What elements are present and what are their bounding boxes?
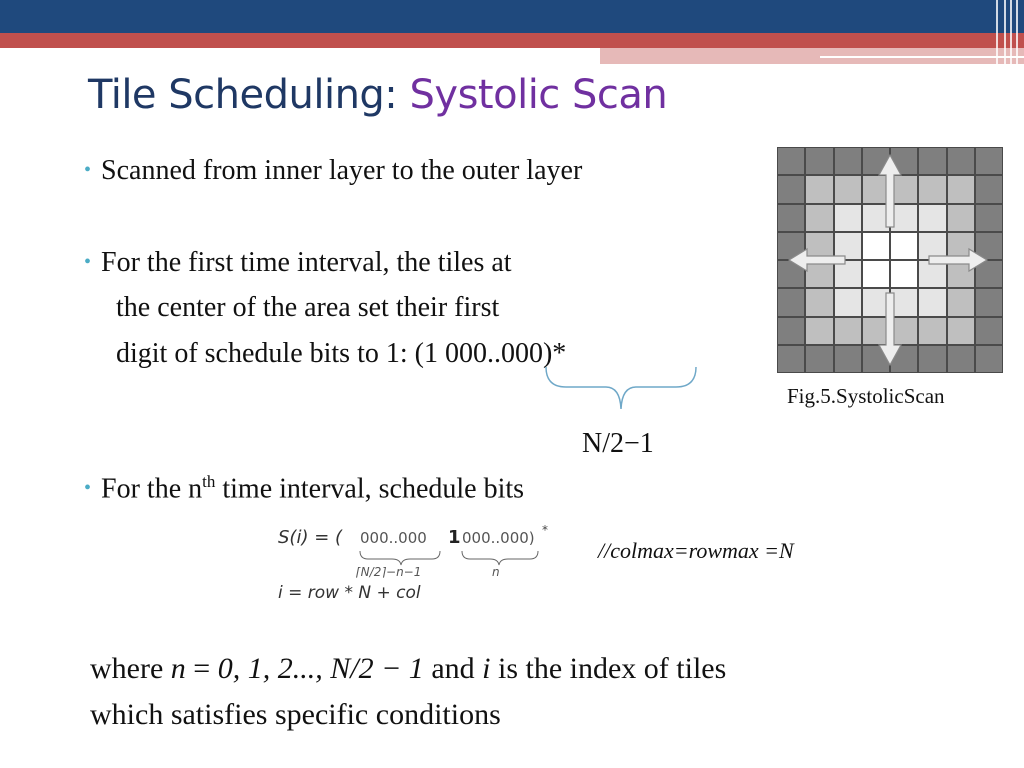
formula-s-of-i: S(i) = (	[278, 527, 343, 548]
bullet-dot-icon: •	[84, 477, 92, 500]
bullet-2-line-2: the center of the area set their first	[116, 292, 500, 323]
where-line-1	[90, 652, 726, 686]
bullet-2-line-3: digit of schedule bits to 1: (1 000..000)*	[116, 338, 567, 369]
arrow-left-icon	[789, 249, 845, 271]
curly-brace-icon	[544, 365, 698, 413]
bullet-3-suffix: time interval, schedule bits	[215, 473, 525, 505]
where-var-i: i	[482, 652, 491, 685]
bullet-dot-icon: •	[84, 159, 92, 181]
slide-title	[88, 72, 667, 118]
arrow-up-icon	[879, 155, 901, 227]
bullet-1	[84, 155, 582, 187]
arrow-down-icon	[879, 293, 901, 365]
bullet-1-text: Scanned from inner layer to the outer layer	[101, 155, 583, 186]
scan-arrows	[777, 147, 1003, 373]
comment-note: //colmax=rowmax =N	[598, 538, 794, 563]
header-band-blue	[0, 0, 1024, 33]
where-text: where	[90, 652, 171, 685]
bullet-3-prefix: For the n	[101, 473, 203, 505]
bullet-dot-icon: •	[84, 251, 92, 273]
figure-caption: Fig.5.SystolicScan	[787, 384, 945, 408]
formula-zeros-left: 000..000	[360, 529, 427, 547]
bullet-3-superscript: th	[202, 472, 216, 491]
formula-zeros-right: 000..000)	[462, 529, 535, 547]
where-index-text: is the index of tiles	[490, 652, 727, 685]
where-and: and	[423, 652, 483, 685]
where-equals: =	[185, 652, 218, 685]
header-band-red	[0, 33, 1024, 48]
schedule-formula	[276, 523, 548, 607]
formula-sub-left: ⌈N/2⌉−n−1	[356, 565, 422, 579]
formula-star: *	[542, 523, 548, 537]
title-main: Tile Scheduling:	[88, 72, 398, 118]
where-line-2: which satisfies specific conditions	[90, 698, 501, 731]
header-stripes	[984, 0, 1024, 70]
bullet-3	[84, 472, 524, 505]
bullet-2	[84, 247, 512, 279]
where-var-n: n	[170, 652, 186, 685]
formula-one: 1	[448, 527, 461, 548]
brace-label: N/2−1	[582, 428, 654, 459]
formula-index-definition: i = row * N + col	[278, 583, 421, 603]
where-values: 0, 1, 2..., N/2 − 1	[217, 652, 424, 685]
bullet-2-line-1: For the first time interval, the tiles at	[101, 247, 512, 278]
formula-sub-right: n	[492, 565, 500, 579]
arrow-right-icon	[929, 249, 987, 271]
title-accent: Systolic Scan	[409, 72, 668, 118]
